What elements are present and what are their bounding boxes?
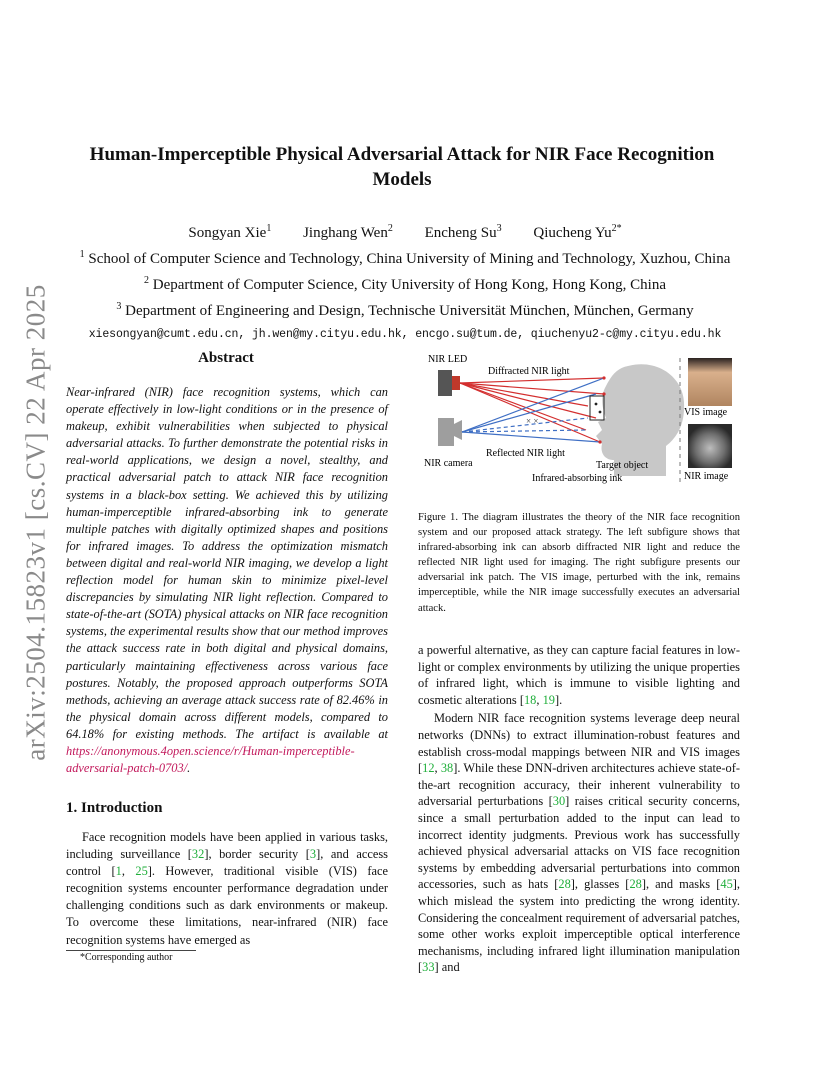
paragraph: a powerful alternative, as they can capture facial features in low-light or complex environments by utilizing the unique properties of infrared light, which is immune to visible lighting and cosmetic alterations [18, 19]. bbox=[418, 643, 740, 707]
vis-face-image bbox=[688, 358, 732, 406]
author-4: Qiucheng $Yu^{2*}$ bbox=[533, 223, 622, 241]
nir-led-icon bbox=[438, 370, 452, 396]
figure-diagram bbox=[418, 348, 740, 496]
citation[interactable]: 1 bbox=[115, 864, 122, 879]
paper-title bbox=[72, 142, 732, 192]
diffracted-rays bbox=[460, 378, 604, 442]
label-reflected-light: Reflected NIR light bbox=[486, 448, 565, 459]
figure-caption: Figure 1. The diagram illustrates the theory of the NIR face recognition system and our proposed attack strategy. The left subfigure shows that infrared-absorbing ink can absorb diffracted NIR light and reduce the reflected NIR light used for imaging. The right subfigure presents our adversarial ink patch. The VIS image, perturbed with the ink, remains imperceptible, while the NIR image successfully executes an adversarial attack. bbox=[418, 512, 740, 614]
label-vis-image: VIS image bbox=[684, 407, 728, 418]
citation[interactable]: 32 bbox=[191, 847, 205, 862]
nir-led-emitter bbox=[452, 376, 460, 390]
citation[interactable]: 18 bbox=[523, 692, 537, 707]
citation[interactable]: 19 bbox=[542, 692, 555, 707]
author-list bbox=[60, 218, 750, 244]
paragraph: Modern NIR face recognition systems leverage deep neural networks (DNNs) to extract illumination-robust features and establish cross-modal mappings between NIR and VIS images [12, 38]. While these DNN-driven architectures achieve state-of-the-art recognition accuracy, their inherent vulnerability to adversarial perturbations [30] raises critical security concerns, since a small perturbation added to the input can lead to incorrect identity judgments. Previous work has successfully achieved physical adversarial attacks on VIS face recognition systems by embedding adversarial perturbations into common accessories, such as hats [28], glasses [28], and masks [45], which mislead the system into predicting the wrong identity. Considering the concealment requirement of adversarial patches, some other works exploit imperceptible optical interference mechanisms, including infrared light illumination manipulation [33] and bbox=[418, 711, 740, 975]
label-nir-led: NIR LED bbox=[428, 354, 468, 365]
affiliation-3: $^3$ Department of Engineering and Design, Technische Universität München, München, Germany bbox=[116, 301, 694, 319]
author-1: Songyan Xie$^1$ bbox=[188, 223, 272, 241]
author-3: Encheng Su$^3$ bbox=[424, 223, 502, 241]
artifact-link[interactable]: https://anonymous.4open.science/r/Human-imperceptible-adversarial-patch-0703/ bbox=[66, 743, 355, 776]
citation[interactable]: 38 bbox=[440, 761, 454, 776]
affiliation-1: $^1$ School of Computer Science and Technology, China University of Mining and Technology, Xuzhou, China bbox=[79, 249, 731, 267]
title-line-1: Human-Imperceptible Physical Adversarial Attack for NIR Face Recognition bbox=[89, 144, 715, 165]
footnote: *Corresponding author bbox=[80, 952, 173, 963]
label-nir-camera: NIR camera bbox=[424, 458, 473, 469]
nir-face-image bbox=[688, 424, 732, 468]
arxiv-identifier[interactable]: arXiv:2504.15823v1 [cs.CV] 22 Apr 2025 bbox=[20, 284, 51, 761]
figure-1 bbox=[418, 348, 740, 496]
citation[interactable]: 25 bbox=[135, 864, 148, 879]
label-nir-image: NIR image bbox=[684, 471, 729, 482]
citation[interactable]: 45 bbox=[720, 877, 733, 892]
abstract-heading: Abstract bbox=[198, 350, 254, 366]
label-diffracted-light: Diffracted NIR light bbox=[488, 366, 570, 377]
citation[interactable]: 3 bbox=[309, 847, 317, 862]
label-target-object: Target object bbox=[596, 460, 649, 471]
citation[interactable]: 30 bbox=[552, 794, 566, 809]
footnote-rule bbox=[66, 950, 196, 951]
citation[interactable]: 12 bbox=[422, 761, 435, 776]
abstract-body: Near-infrared (NIR) face recognition systems, which can operate effectively in low-light conditions or in the presence of makeup, exhibit vulnerabilities when subjected to physical adversarial attacks. To further demonstrate the potential risks in real-world applications, we design a novel, stealthy, and practical adversarial patch to attack NIR face recognition systems in a black-box setting. We achieved this by utilizing human-imperceptible infrared-absorbing ink to generate multiple patches with digitally optimized shapes and positions for infrared images. To address the optimization mismatch between digital and real-world NIR imaging, we develop a light reflection model for human skin to minimize pixel-level discrepancies by simulating NIR light reflection. Compared to state-of-the-art (SOTA) physical attacks on NIR face recognition systems, the experimental results show that our method improves the attack success rate in both digital and physical domains, particularly maintaining effectiveness across various face postures. Notably, the proposed approach outperforms SOTA methods, achieving an average attack success rate of 82.46% in the physical domain across different models, compared to 64.18% for existing methods. The artifact is available at https://anonymous.4open.science/r/Human-imperceptible-adversarial-patch-0703/. bbox=[66, 385, 388, 776]
author-2: Jinghang Wen$^2$ bbox=[303, 223, 393, 241]
arxiv-sidebar bbox=[14, 280, 58, 765]
right-column-text bbox=[418, 642, 740, 976]
citation[interactable]: 28 bbox=[629, 877, 642, 892]
citation[interactable]: 33 bbox=[422, 960, 435, 975]
title-line-2: Models bbox=[372, 169, 432, 190]
citation[interactable]: 28 bbox=[558, 877, 571, 892]
author-emails[interactable]: xiesongyan@cumt.edu.cn, jh.wen@my.cityu.edu.hk, encgo.su@tum.de, qiuchenyu2-c@my.cityu.edu.hk bbox=[88, 328, 722, 341]
author-block bbox=[60, 218, 750, 345]
blocked-marker-icon: × × bbox=[526, 416, 539, 426]
introduction-paragraph: Face recognition models have been applied in various tasks, including surveillance [32], border security [3], and access control [1, 25]. However, traditional visible (VIS) face recognition systems encounter performance degradation under challenging conditions such as dark environments or makeup. To overcome these limitations, near-infrared (NIR) face recognition systems have emerged as bbox=[66, 830, 388, 947]
nir-camera-icon bbox=[438, 418, 462, 446]
label-infrared-ink: Infrared-absorbing ink bbox=[532, 473, 623, 484]
affiliation-2: $^2$ Department of Computer Science, City University of Hong Kong, Hong Kong, China bbox=[143, 275, 666, 293]
section-heading-introduction: 1. Introduction bbox=[66, 800, 163, 816]
